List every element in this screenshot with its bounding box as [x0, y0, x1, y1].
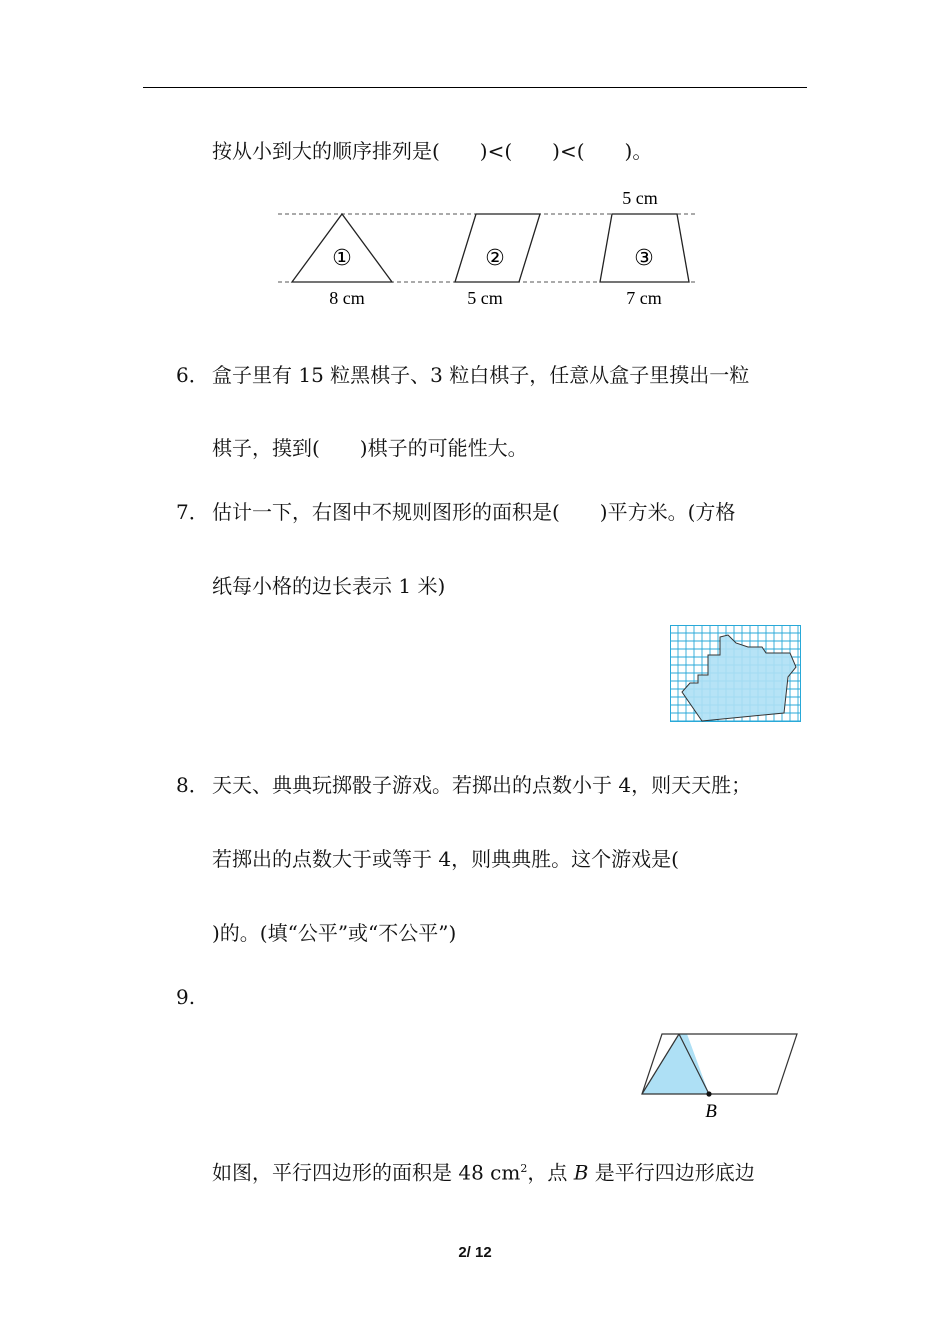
q8-number: 8．	[176, 773, 209, 797]
q9-text-mid: ，点	[527, 1160, 574, 1185]
shape3-top-label: 5 cm	[622, 188, 658, 208]
q9-text-after: 是平行四边形底边	[588, 1160, 755, 1185]
q6-number: 6．	[176, 363, 209, 387]
q9-line1	[212, 1157, 755, 1185]
shape3-base-label: 7 cm	[626, 288, 662, 308]
q9-point-name: B	[573, 1160, 589, 1185]
q9-number: 9.	[176, 985, 196, 1009]
q7-line1: 估计一下，右图中不规则图形的面积是( )平方米。(方格	[212, 500, 736, 524]
shape1-base-label: 8 cm	[329, 288, 365, 308]
q7-grid-figure	[670, 625, 801, 723]
q9-text-before: 如图，平行四边形的面积是 48 cm	[212, 1160, 521, 1185]
point-b-label: B	[705, 1101, 717, 1122]
shape1-mark: ①	[332, 246, 352, 271]
q6-line2: 棋子，摸到( )棋子的可能性大。	[212, 436, 528, 460]
shape2-mark: ②	[485, 246, 505, 271]
q8-line1: 天天、典典玩掷骰子游戏。若掷出的点数小于 4，则天天胜；	[212, 773, 752, 797]
point-b-dot	[706, 1091, 711, 1096]
header-rule	[143, 87, 807, 88]
shape3-mark: ③	[634, 246, 654, 271]
q5-answer-line: 按从小到大的顺序排列是( )<( )<( )。	[212, 139, 653, 163]
shape2-base-label: 5 cm	[467, 288, 503, 308]
q7-line2: 纸每小格的边长表示 1 米)	[212, 574, 446, 598]
q9-unit-superscript: 2	[520, 1162, 528, 1175]
q6-line1: 盒子里有 15 粒黑棋子、3 粒白棋子，任意从盒子里摸出一粒	[212, 363, 750, 387]
q8-line3: )的。(填“公平”或“不公平”)	[212, 921, 457, 945]
q9-parallelogram-figure	[635, 1028, 805, 1123]
q5-shapes-figure	[270, 184, 700, 314]
q8-line2: 若掷出的点数大于或等于 4，则典典胜。这个游戏是(	[212, 847, 679, 871]
page-number: 2/ 12	[458, 1244, 492, 1261]
q7-number: 7．	[176, 500, 209, 524]
